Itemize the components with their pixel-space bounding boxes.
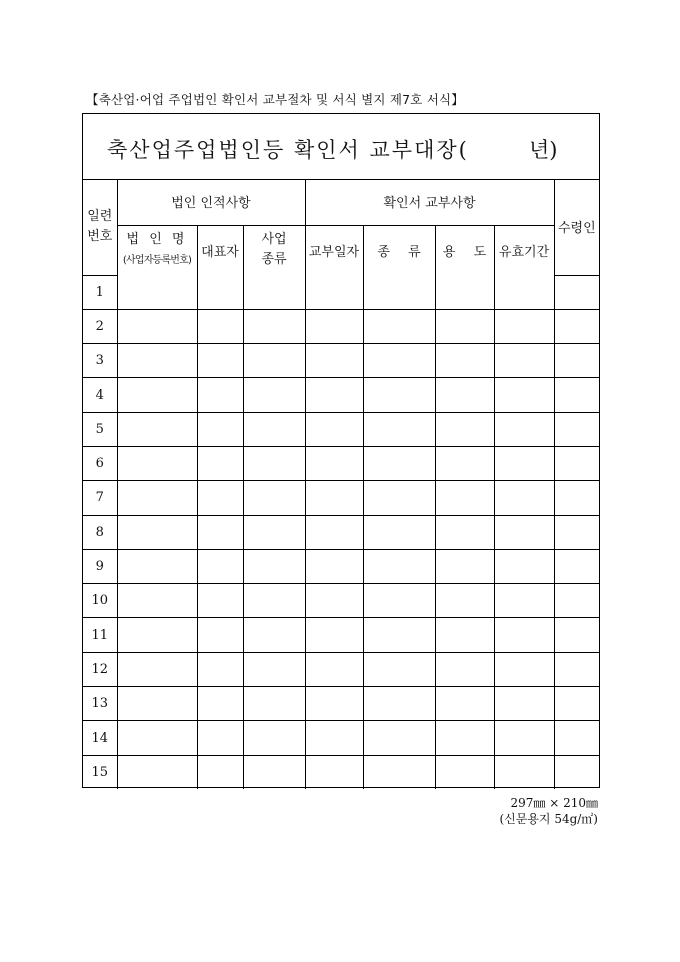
cell-purpose xyxy=(435,652,494,686)
cell-validity xyxy=(494,309,554,343)
issuance-ledger-table xyxy=(83,179,599,789)
cell-kind xyxy=(363,412,435,446)
table-row xyxy=(83,584,599,618)
row-number: 6 xyxy=(83,446,117,480)
cell-issue-date xyxy=(305,584,363,618)
table-row xyxy=(83,755,599,789)
cell-issue-date xyxy=(305,515,363,549)
col-representative: 대표자 xyxy=(197,225,243,275)
col-biz-reg-no: (사업자등록번호) xyxy=(122,254,192,266)
cell-biz-type xyxy=(243,755,305,789)
cell-validity xyxy=(494,481,554,515)
cell-corp-name xyxy=(117,275,197,309)
cell-validity xyxy=(494,755,554,789)
row-number: 4 xyxy=(83,378,117,412)
row-number: 5 xyxy=(83,412,117,446)
cell-purpose xyxy=(435,618,494,652)
cell-kind xyxy=(363,584,435,618)
cell-representative xyxy=(197,378,243,412)
cell-kind xyxy=(363,618,435,652)
cell-representative xyxy=(197,618,243,652)
cell-issue-date xyxy=(305,481,363,515)
cell-recipient xyxy=(554,412,599,446)
cell-validity xyxy=(494,618,554,652)
col-validity: 유효기간 xyxy=(494,225,554,275)
ledger-body xyxy=(83,275,599,789)
cell-purpose xyxy=(435,446,494,480)
cell-biz-type xyxy=(243,618,305,652)
cell-corp-name xyxy=(117,687,197,721)
cell-issue-date xyxy=(305,755,363,789)
cell-purpose xyxy=(435,687,494,721)
cell-issue-date xyxy=(305,652,363,686)
cell-validity xyxy=(494,344,554,378)
cell-issue-date xyxy=(305,275,363,309)
table-row xyxy=(83,721,599,755)
row-number: 2 xyxy=(83,309,117,343)
cell-corp-name xyxy=(117,344,197,378)
cell-validity xyxy=(494,378,554,412)
col-purpose: 용 도 xyxy=(435,225,494,275)
row-number: 13 xyxy=(83,687,117,721)
cell-recipient xyxy=(554,515,599,549)
cell-kind xyxy=(363,687,435,721)
row-number: 12 xyxy=(83,652,117,686)
col-biz-type: 사업 종류 xyxy=(243,225,305,275)
cell-corp-name xyxy=(117,755,197,789)
cell-purpose xyxy=(435,549,494,583)
cell-biz-type xyxy=(243,412,305,446)
header-group-row xyxy=(83,179,599,225)
cell-validity xyxy=(494,584,554,618)
cell-corp-name xyxy=(117,446,197,480)
cell-biz-type xyxy=(243,549,305,583)
cell-corp-name xyxy=(117,652,197,686)
cell-kind xyxy=(363,755,435,789)
cell-issue-date xyxy=(305,344,363,378)
cell-corp-name xyxy=(117,481,197,515)
cell-representative xyxy=(197,721,243,755)
cell-kind xyxy=(363,275,435,309)
table-row xyxy=(83,549,599,583)
col-serial-number: 일련 번호 xyxy=(83,179,117,275)
form-title: 축산업주업법인등 확인서 교부대장( xyxy=(107,138,469,162)
row-number: 8 xyxy=(83,515,117,549)
cell-validity xyxy=(494,446,554,480)
cell-recipient xyxy=(554,275,599,309)
cell-kind xyxy=(363,652,435,686)
cell-representative xyxy=(197,309,243,343)
cell-kind xyxy=(363,344,435,378)
col-issue-date: 교부일자 xyxy=(305,225,363,275)
cell-recipient xyxy=(554,721,599,755)
cell-validity xyxy=(494,412,554,446)
cell-biz-type xyxy=(243,378,305,412)
cell-recipient xyxy=(554,344,599,378)
cell-representative xyxy=(197,549,243,583)
cell-recipient xyxy=(554,755,599,789)
col-recipient: 수령인 xyxy=(554,179,599,275)
col-group-cert-issue: 확인서 교부사항 xyxy=(305,179,554,225)
row-number: 1 xyxy=(83,275,117,309)
table-row xyxy=(83,687,599,721)
cell-purpose xyxy=(435,344,494,378)
table-row xyxy=(83,309,599,343)
cell-issue-date xyxy=(305,618,363,652)
table-row xyxy=(83,515,599,549)
cell-biz-type xyxy=(243,344,305,378)
cell-issue-date xyxy=(305,309,363,343)
cell-corp-name xyxy=(117,618,197,652)
cell-representative xyxy=(197,687,243,721)
paper-size: 297㎜ × 210㎜ xyxy=(510,796,598,810)
header-sub-row xyxy=(83,225,599,275)
col-group-corp-info: 법인 인적사항 xyxy=(117,179,305,225)
cell-biz-type xyxy=(243,309,305,343)
cell-biz-type xyxy=(243,721,305,755)
cell-validity xyxy=(494,275,554,309)
cell-recipient xyxy=(554,584,599,618)
table-row xyxy=(83,344,599,378)
table-row xyxy=(83,378,599,412)
cell-biz-type xyxy=(243,446,305,480)
cell-issue-date xyxy=(305,549,363,583)
col-corp-name: 법 인 명 (사업자등록번호) xyxy=(117,225,197,275)
cell-validity xyxy=(494,652,554,686)
ledger-frame xyxy=(82,113,600,788)
title-row xyxy=(83,114,599,180)
cell-representative xyxy=(197,652,243,686)
cell-kind xyxy=(363,446,435,480)
cell-kind xyxy=(363,309,435,343)
table-row xyxy=(83,481,599,515)
row-number: 3 xyxy=(83,344,117,378)
paper-spec xyxy=(499,795,598,827)
cell-corp-name xyxy=(117,309,197,343)
cell-biz-type xyxy=(243,652,305,686)
cell-kind xyxy=(363,549,435,583)
row-number: 7 xyxy=(83,481,117,515)
cell-validity xyxy=(494,515,554,549)
cell-recipient xyxy=(554,687,599,721)
cell-representative xyxy=(197,412,243,446)
cell-representative xyxy=(197,481,243,515)
cell-purpose xyxy=(435,275,494,309)
cell-purpose xyxy=(435,309,494,343)
cell-purpose xyxy=(435,721,494,755)
cell-representative xyxy=(197,446,243,480)
table-row xyxy=(83,652,599,686)
cell-issue-date xyxy=(305,446,363,480)
cell-validity xyxy=(494,721,554,755)
cell-kind xyxy=(363,721,435,755)
cell-corp-name xyxy=(117,378,197,412)
col-kind: 종 류 xyxy=(363,225,435,275)
table-row xyxy=(83,412,599,446)
cell-biz-type xyxy=(243,275,305,309)
cell-representative xyxy=(197,515,243,549)
table-row xyxy=(83,618,599,652)
cell-recipient xyxy=(554,652,599,686)
cell-corp-name xyxy=(117,584,197,618)
cell-kind xyxy=(363,515,435,549)
cell-purpose xyxy=(435,584,494,618)
cell-issue-date xyxy=(305,412,363,446)
form-reference-note: 【축산업·어업 주업법인 확인서 교부절차 및 서식 별지 제7호 서식】 xyxy=(86,92,464,107)
row-number: 10 xyxy=(83,584,117,618)
row-number: 15 xyxy=(83,755,117,789)
cell-representative xyxy=(197,344,243,378)
cell-biz-type xyxy=(243,687,305,721)
cell-corp-name xyxy=(117,515,197,549)
table-row xyxy=(83,446,599,480)
cell-kind xyxy=(363,481,435,515)
table-row xyxy=(83,275,599,309)
cell-issue-date xyxy=(305,378,363,412)
row-number: 14 xyxy=(83,721,117,755)
cell-biz-type xyxy=(243,515,305,549)
cell-recipient xyxy=(554,378,599,412)
cell-purpose xyxy=(435,755,494,789)
cell-recipient xyxy=(554,549,599,583)
cell-representative xyxy=(197,275,243,309)
cell-purpose xyxy=(435,412,494,446)
cell-purpose xyxy=(435,378,494,412)
cell-corp-name xyxy=(117,721,197,755)
row-number: 11 xyxy=(83,618,117,652)
cell-recipient xyxy=(554,618,599,652)
row-number: 9 xyxy=(83,549,117,583)
cell-representative xyxy=(197,755,243,789)
paper-type: (신문용지 54g/㎡) xyxy=(499,812,598,826)
cell-issue-date xyxy=(305,721,363,755)
cell-purpose xyxy=(435,481,494,515)
cell-corp-name xyxy=(117,412,197,446)
cell-issue-date xyxy=(305,687,363,721)
cell-biz-type xyxy=(243,481,305,515)
cell-recipient xyxy=(554,309,599,343)
cell-representative xyxy=(197,584,243,618)
cell-validity xyxy=(494,549,554,583)
cell-validity xyxy=(494,687,554,721)
form-title-year: 년) xyxy=(529,138,558,162)
cell-recipient xyxy=(554,446,599,480)
cell-corp-name xyxy=(117,549,197,583)
cell-purpose xyxy=(435,515,494,549)
cell-recipient xyxy=(554,481,599,515)
cell-kind xyxy=(363,378,435,412)
cell-biz-type xyxy=(243,584,305,618)
